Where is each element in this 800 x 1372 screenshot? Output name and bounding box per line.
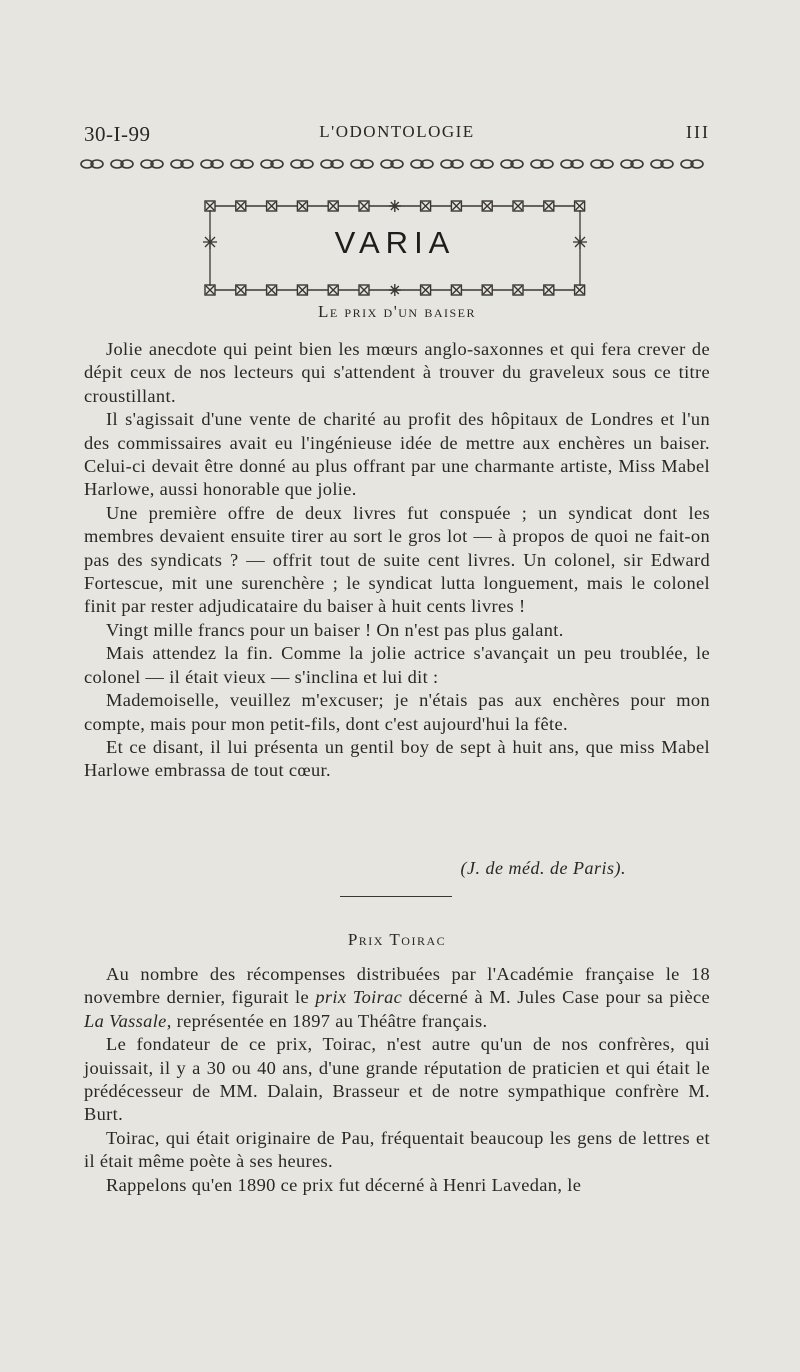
- text-run: Au nombre des récompenses distribuées par l'Académie française le 18 novembre dernier, figurait le: [84, 964, 710, 1008]
- paragraph: Mademoiselle, veuillez m'excuser; je n'étais pas aux enchères pour mon compte, mais pour mon petit-fils, dont c'est aujourd'hui la fête.: [84, 690, 710, 734]
- page-number: III: [686, 122, 710, 142]
- paragraph: Il s'agissait d'une vente de charité au profit des hôpitaux de Londres et l'un des commissaires avait eu l'ingénieuse idée de mettre aux enchères un baiser. Celui-ci devait être donné au plus offrant par une charmante artiste, Miss Mabel Harlowe, aussi honorable que jolie.: [84, 409, 710, 500]
- ornament-motif: [651, 160, 673, 168]
- article-title-prix-baiser: Le prix d'un baiser: [317, 302, 477, 321]
- ornament-motif: [561, 160, 583, 168]
- paragraph: Mais attendez la fin. Comme la jolie actrice s'avançait un peu troublée, le colonel — il était vieux — s'inclina et lui dit :: [84, 643, 710, 687]
- ornament-motif: [321, 160, 343, 168]
- ornament-motif: [141, 160, 163, 168]
- paragraph: [84, 963, 710, 1033]
- text-run: , représentée en 1897 au Théâtre français.: [166, 1010, 488, 1031]
- ornament-motif: [171, 160, 193, 168]
- paragraph: Toirac, qui était originaire de Pau, fréquentait beaucoup les gens de lettres et il était même poète à ses heures.: [84, 1127, 710, 1172]
- paragraph: Jolie anecdote qui peint bien les mœurs anglo-saxonnes et qui fera crever de dépit ceux de nos lecteurs qui s'attendent à trouver du graveleux sous ce titre croustillant.: [84, 339, 710, 406]
- ornament-motif: [591, 160, 613, 168]
- paragraph: Une première offre de deux livres fut conspuée ; un syndicat dont les membres devaient ensuite tirer au sort le gros lot — à propos de quoi ne fait-on pas des syndicats ? — offrit tout de suite cent livres. Un colonel, sir Edward Fortescue, mit une surenchère ; le syndicat lutta longuement, mais le colonel finit par rester adjudicataire du baiser à huit cents livres !: [84, 502, 710, 617]
- article-body-prix-baiser: [84, 338, 710, 783]
- paragraph: Le fondateur de ce prix, Toirac, n'est autre qu'un de nos confrères, qui jouissait, il y a 30 ou 40 ans, d'une grande réputation de praticien et qui était le prédécesseur de MM. Dalain, Brasseur et de notre sympathique confrère M. Burt.: [84, 1034, 710, 1125]
- ornament-motif: [501, 160, 523, 168]
- paragraph: Vingt mille francs pour un baiser ! On n'est pas plus galant.: [106, 619, 564, 640]
- article-title-prix-toirac: Prix Toirac: [347, 930, 447, 949]
- ornament-motif: [531, 160, 553, 168]
- ornament-motif: [201, 160, 223, 168]
- ornament-motif: [411, 160, 433, 168]
- italic-run: La Vassale: [84, 1010, 167, 1031]
- article-body-prix-toirac: [84, 963, 710, 1197]
- section-divider: [340, 896, 452, 897]
- paragraph: Rappelons qu'en 1890 ce prix fut décerné à Henri Lavedan, le: [106, 1174, 582, 1195]
- ornament-motif: [231, 160, 253, 168]
- ornament-motif: [681, 160, 703, 168]
- ornament-motif: [111, 160, 133, 168]
- issue-date: 30-I-99: [84, 122, 151, 146]
- source-citation: (J. de méd. de Paris).: [460, 858, 626, 878]
- italic-run: prix Toirac: [315, 987, 403, 1008]
- ornament-motif: [381, 160, 403, 168]
- ornament-motif: [291, 160, 313, 168]
- ornament-motif: [351, 160, 373, 168]
- ornament-motif: [81, 160, 103, 168]
- ornament-motif: [621, 160, 643, 168]
- text-run: décerné à M. Jules Case pour sa pièce: [402, 987, 710, 1008]
- section-heading-varia: VARIA: [334, 225, 456, 260]
- journal-title: L'ODONTOLOGIE: [319, 122, 475, 141]
- paragraph: Et ce disant, il lui présenta un gentil boy de sept à huit ans, que miss Mabel Harlowe embrassa de tout cœur.: [84, 736, 710, 781]
- ornament-band: [80, 153, 712, 175]
- ornament-motif: [441, 160, 463, 168]
- ornament-motif: [471, 160, 493, 168]
- ornament-motif: [261, 160, 283, 168]
